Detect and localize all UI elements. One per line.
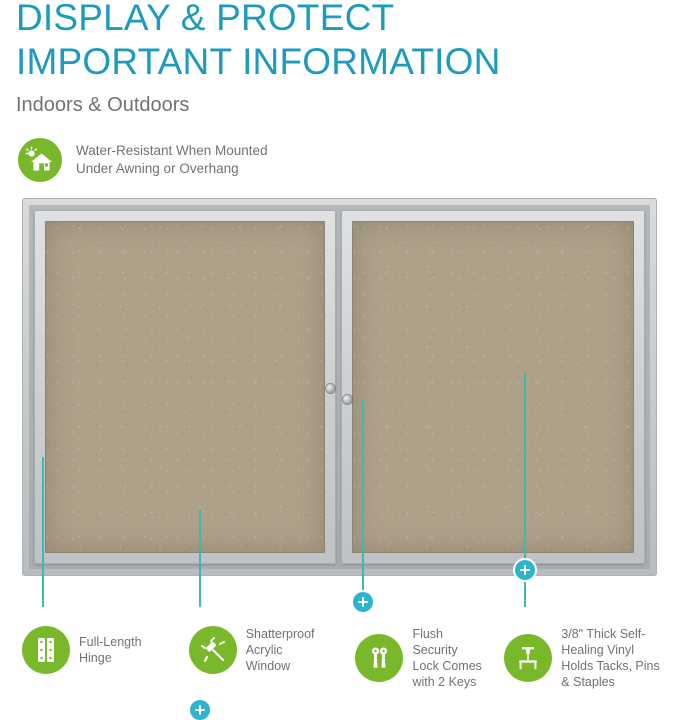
marker-vinyl-surface[interactable] [515, 560, 535, 580]
feature-lock-line-3: Lock Comes [412, 659, 482, 673]
feature-lock-text [412, 626, 481, 690]
left-door-texture [45, 221, 325, 553]
feature-hinge-text [79, 634, 142, 666]
marker-acrylic-window[interactable] [190, 700, 210, 720]
water-resistant-text [76, 142, 268, 178]
feature-window-line-2: Acrylic [245, 643, 283, 657]
leader-line-lock [362, 400, 364, 607]
feature-window-line-1: Shatterproof [245, 627, 315, 641]
feature-vinyl-surface [504, 626, 673, 690]
feature-lock-line-1: Flush [412, 627, 444, 641]
feature-vinyl-line-4: & Staples [561, 675, 615, 689]
feature-security-lock [355, 626, 504, 690]
hinge-icon [22, 626, 70, 674]
water-resistant-line-2: Under Awning or Overhang [76, 161, 239, 176]
right-door [341, 210, 645, 564]
feature-shatterproof-window [189, 626, 356, 674]
feature-hinge-line-1: Full-Length [79, 635, 142, 649]
keys-icon [355, 634, 403, 682]
feature-vinyl-line-1: 3/8" Thick Self- [561, 627, 646, 641]
feature-lock-line-4: with 2 Keys [412, 675, 477, 689]
feature-vinyl-line-3: Holds Tacks, Pins [561, 659, 660, 673]
push-pin-icon [504, 634, 552, 682]
feature-window-line-3: Window [245, 659, 291, 673]
headline-line-1: DISPLAY & PROTECT [16, 0, 395, 38]
headline-subhead: Indoors & Outdoors [16, 94, 190, 116]
headline-block [0, 0, 679, 118]
right-door-vinyl-surface [352, 221, 634, 553]
feature-lock-line-2: Security [412, 643, 458, 657]
shatterproof-hammer-icon [189, 626, 237, 674]
house-sun-icon [18, 138, 62, 182]
feature-vinyl-line-2: Healing Vinyl [561, 643, 635, 657]
water-resistant-callout [0, 138, 679, 182]
product-image [22, 198, 657, 576]
marker-security-lock[interactable] [353, 592, 373, 612]
right-door-texture [352, 221, 634, 553]
left-door [34, 210, 336, 564]
leader-line-acrylic [199, 509, 201, 607]
leader-line-hinge [42, 457, 44, 607]
feature-strip [22, 626, 673, 690]
water-resistant-line-1: Water-Resistant When Mounted [76, 143, 268, 158]
feature-window-text [246, 626, 315, 674]
feature-vinyl-text [561, 626, 659, 690]
left-door-vinyl-surface [45, 221, 325, 553]
feature-full-length-hinge [22, 626, 189, 674]
headline-line-2: IMPORTANT INFORMATION [16, 41, 501, 82]
feature-hinge-line-2: Hinge [79, 651, 112, 665]
